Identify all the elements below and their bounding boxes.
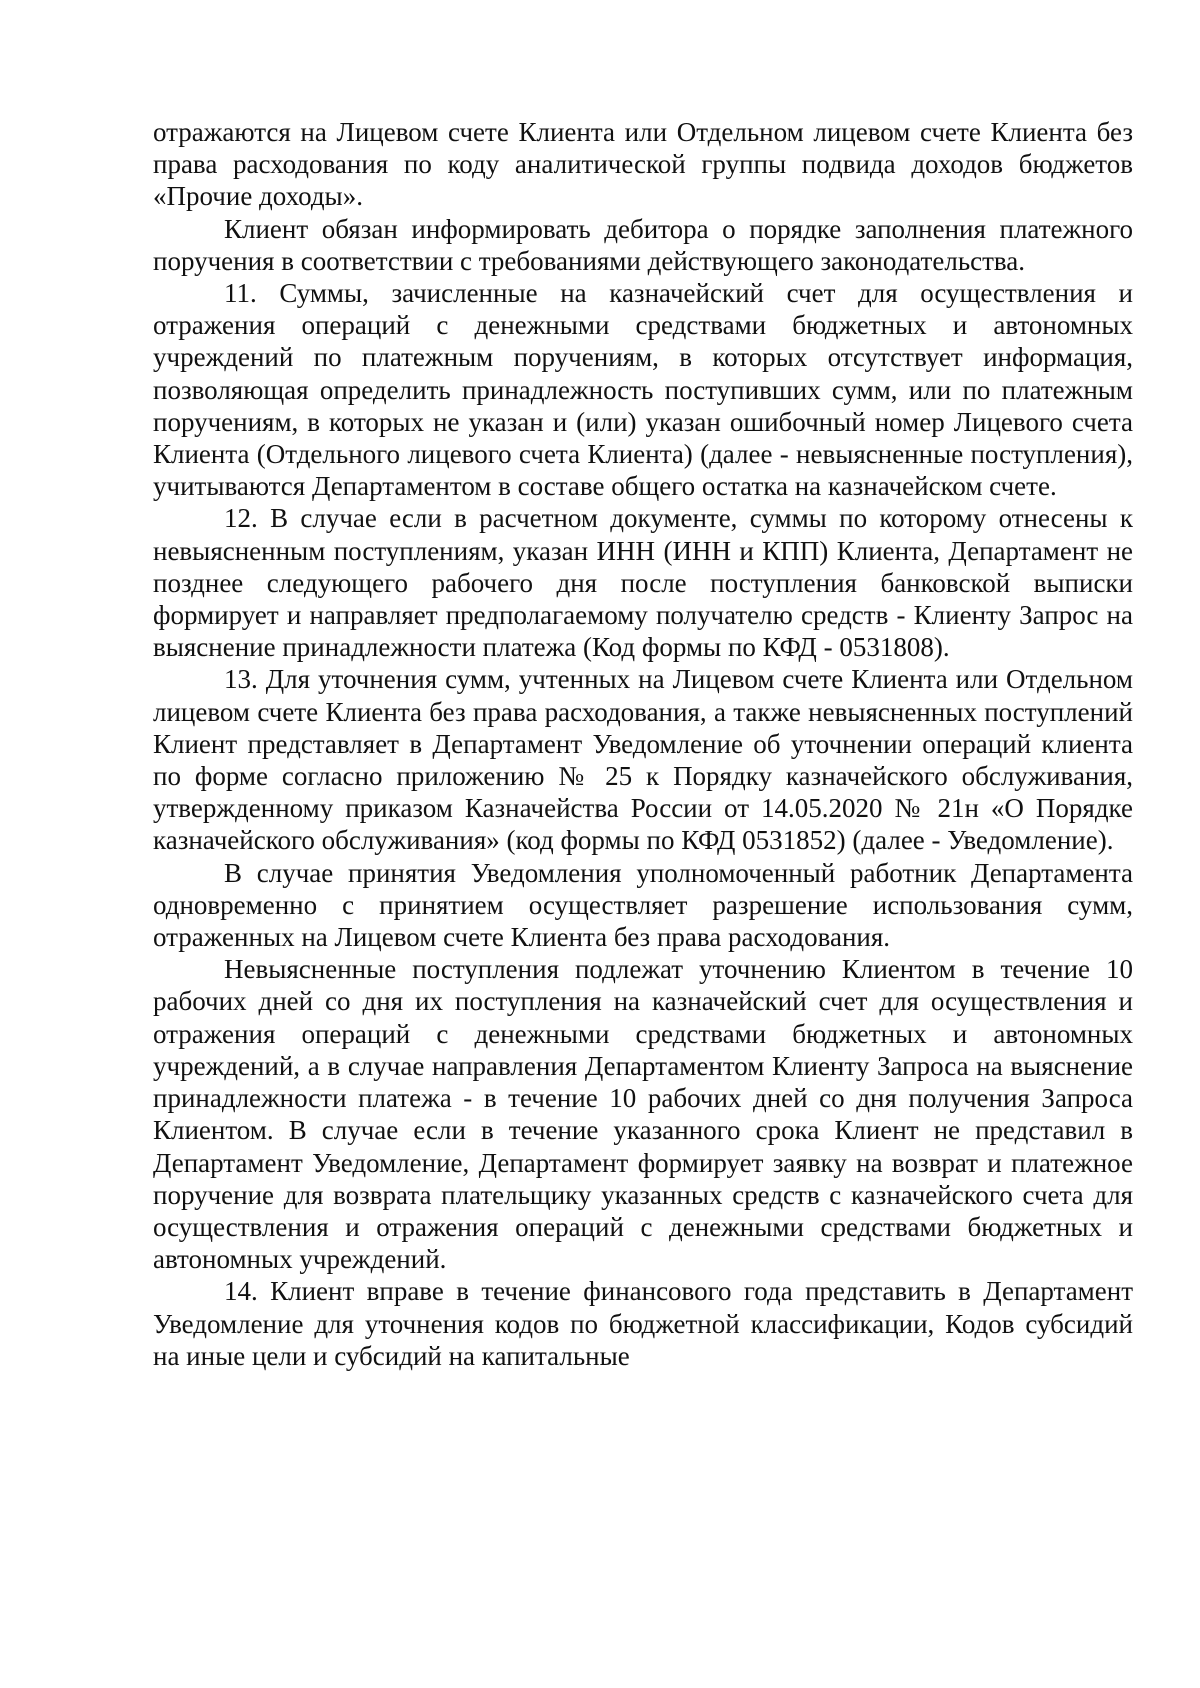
paragraph-14: 14. Клиент вправе в течение финансового года представить в Департамент Уведомление для уточнения кодов по бюджетной классификации, Кодов субсидий на иные цели и субсидий на капитальные — [153, 1276, 1133, 1371]
paragraph-12: 12. В случае если в расчетном документе, суммы по которому отнесены к невыясненным поступлениям, указан ИНН (ИНН и КПП) Клиента, Департамент не позднее следующего рабочего дня после поступления банковской выписки формирует и направляет предполагаемому получателю средств - Клиенту Запрос на выяснение принадлежности платежа (Код формы по КФД - 0531808). — [153, 503, 1133, 663]
document-body — [153, 116, 1133, 1372]
paragraph-13: 13. Для уточнения сумм, учтенных на Лицевом счете Клиента или Отдельном лицевом счете Клиента без права расходования, а также невыясненных поступлений Клиент представляет в Департамент Уведомление об уточнении операций клиента по форме согласно приложению № 25 к Порядку казначейского обслуживания, утвержденному приказом Казначейства России от 14.05.2020 № 21н «О Порядке казначейского обслуживания» (код формы по КФД 0531852) (далее - Уведомление). — [153, 664, 1133, 856]
paragraph-unexplained-receipts: Невыясненные поступления подлежат уточнению Клиентом в течение 10 рабочих дней со дня их поступления на казначейский счет для осуществления и отражения операций с денежными средствами бюджетных и автономных учреждений, а в случае направления Департаментом Клиенту Запроса на выяснение принадлежности платежа - в течение 10 рабочих дней со дня получения Запроса Клиентом. В случае если в течение указанного срока Клиент не представил в Департамент Уведомление, Департамент формирует заявку на возврат и платежное поручение для возврата плательщику указанных средств с казначейского счета для осуществления и отражения операций с денежными средствами бюджетных и автономных учреждений. — [153, 954, 1133, 1275]
paragraph-11: 11. Суммы, зачисленные на казначейский счет для осуществления и отражения операций с денежными средствами бюджетных и автономных учреждений по платежным поручениям, в которых отсутствует информация, позволяющая определить принадлежность поступивших сумм, или по платежным поручениям, в которых не указан и (или) указан ошибочный номер Лицевого счета Клиента (Отдельного лицевого счета Клиента) (далее - невыясненные поступления), учитываются Департаментом в составе общего остатка на казначейском счете. — [153, 278, 1133, 502]
paragraph-notice-acceptance: В случае принятия Уведомления уполномоченный работник Департамента одновременно с принятием осуществляет разрешение использования сумм, отраженных на Лицевом счете Клиента без права расходования. — [153, 857, 1133, 953]
paragraph-client-obligation: Клиент обязан информировать дебитора о порядке заполнения платежного поручения в соответствии с требованиями действующего законодательства. — [153, 213, 1133, 276]
paragraph-continuation: отражаются на Лицевом счете Клиента или Отдельном лицевом счете Клиента без права расходования по коду аналитической группы подвида доходов бюджетов «Прочие доходы». — [153, 117, 1133, 212]
